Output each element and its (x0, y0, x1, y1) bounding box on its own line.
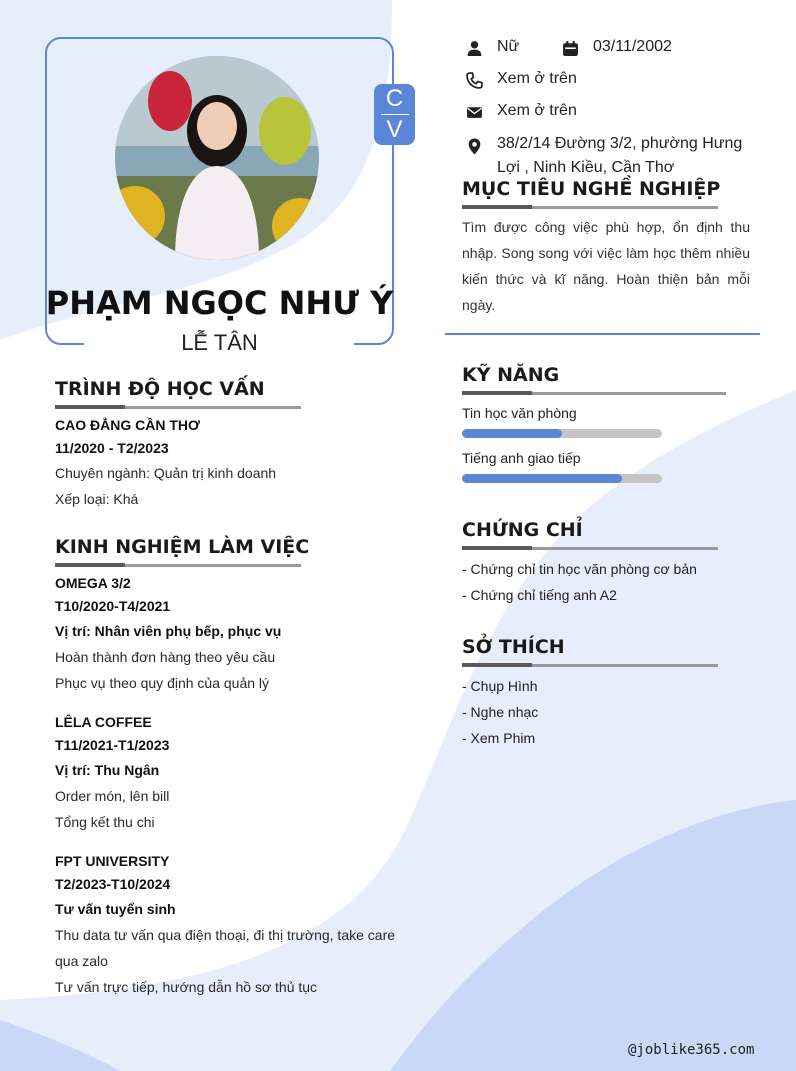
list-item: - Xem Phim (462, 730, 536, 746)
job-period: T2/2023-T10/2024 (55, 876, 171, 892)
job-org: LÊLA COFFEE (55, 714, 152, 730)
skill-bar-fill (462, 429, 562, 438)
certificates-title: CHỨNG CHỈ (462, 519, 583, 541)
job-period: T11/2021-T1/2023 (55, 737, 170, 753)
job-entry (55, 711, 415, 835)
contact-phone (464, 70, 577, 90)
candidate-role: LỄ TÂN (181, 330, 258, 355)
phone-value: Xem ở trên (497, 70, 577, 87)
user-icon (464, 38, 484, 58)
skill-label: Tiếng anh giao tiếp (462, 450, 581, 466)
job-detail: Tổng kết thu chi (55, 814, 155, 830)
birthdate-value: 03/11/2002 (593, 38, 672, 55)
column-divider (445, 333, 760, 335)
skill-bar (462, 429, 662, 438)
objective-title: MỤC TIÊU NGHỀ NGHIỆP (462, 178, 721, 200)
job-org: OMEGA 3/2 (55, 575, 131, 591)
contact-address (464, 134, 764, 180)
education-grade: Xếp loại: Khá (55, 491, 139, 507)
skills-rule (462, 392, 726, 395)
map-pin-icon (464, 136, 484, 156)
job-detail: qua zalo (55, 953, 108, 969)
job-org: FPT UNIVERSITY (55, 853, 170, 869)
hobbies-title: SỞ THÍCH (462, 636, 565, 658)
cv-badge-divider (381, 114, 409, 115)
certificates-rule (462, 547, 718, 550)
hobbies-rule (462, 664, 718, 667)
education-block (55, 414, 415, 512)
envelope-icon (464, 102, 484, 122)
skills-title: KỸ NĂNG (462, 364, 560, 386)
job-entry (55, 850, 415, 1000)
objective-text: Tìm được công việc phù hợp, ổn định thu nhập. Song song với việc làm học thêm nhiều kiến thức và kĩ năng. Hoàn thiện bản mỗi ngày. (462, 219, 750, 313)
phone-icon (464, 70, 484, 90)
job-position: Vị trí: Thu Ngân (55, 762, 160, 778)
job-detail: Hoàn thành đơn hàng theo yêu cầu (55, 649, 276, 665)
candidate-name: PHẠM NGỌC NHƯ Ý (45, 284, 394, 322)
cv-badge-v: V (386, 116, 403, 143)
skill-label: Tin học văn phòng (462, 405, 577, 421)
cv-badge-c: C (385, 85, 404, 112)
certificates-list (462, 556, 697, 608)
job-position: Tư vấn tuyển sinh (55, 901, 176, 917)
job-detail: Phục vụ theo quy định của quản lý (55, 675, 270, 691)
email-value: Xem ở trên (497, 102, 577, 119)
education-title: TRÌNH ĐỘ HỌC VẤN (55, 378, 265, 400)
avatar (115, 56, 319, 260)
job-entry (55, 572, 415, 696)
contact-gender (464, 38, 519, 58)
list-item: - Chụp Hình (462, 678, 538, 694)
job-position: Vị trí: Nhân viên phụ bếp, phục vụ (55, 623, 282, 639)
job-detail: Thu data tư vấn qua điện thoại, đi thị trường, take care (55, 927, 396, 943)
education-rule (55, 406, 301, 409)
job-period: T10/2020-T4/2021 (55, 598, 171, 614)
list-item: - Chứng chỉ tiếng anh A2 (462, 587, 617, 603)
watermark: @joblike365.com (628, 1042, 755, 1058)
skill-bar-fill (462, 474, 622, 483)
job-detail: Order món, lên bill (55, 788, 170, 804)
education-period: 11/2020 - T2/2023 (55, 440, 169, 456)
calendar-icon (560, 38, 580, 58)
education-school: CAO ĐẲNG CẦN THƠ (55, 417, 200, 433)
skill-bar (462, 474, 662, 483)
hobbies-list (462, 673, 538, 751)
experience-title: KINH NGHIỆM LÀM VIỆC (55, 536, 310, 558)
objective-rule (462, 206, 718, 209)
contact-birthdate (560, 38, 672, 58)
list-item: - Nghe nhạc (462, 704, 539, 720)
gender-value: Nữ (497, 38, 520, 55)
education-major: Chuyên ngành: Quản trị kinh doanh (55, 465, 277, 481)
address-value: 38/2/14 Đường 3/2, phường Hưng Lợi , Ninh Kiều, Cần Thơ (497, 135, 743, 176)
cv-badge (374, 84, 415, 145)
experience-rule (55, 564, 301, 567)
contact-email (464, 102, 577, 122)
job-detail: Tư vấn trực tiếp, hướng dẫn hồ sơ thủ tục (55, 979, 318, 995)
list-item: - Chứng chỉ tin học văn phòng cơ bản (462, 561, 697, 577)
